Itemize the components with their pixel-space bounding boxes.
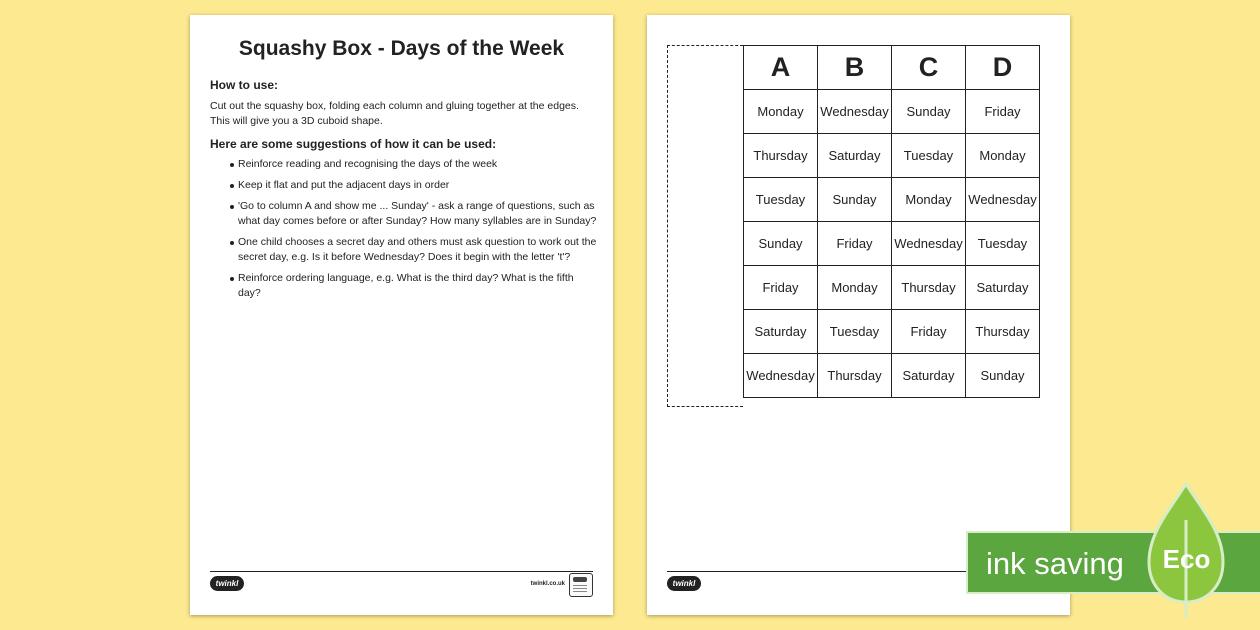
- day-cell: Saturday: [744, 310, 818, 354]
- day-cell: Monday: [744, 90, 818, 134]
- column-header-d: D: [966, 46, 1040, 90]
- day-cell: Tuesday: [818, 310, 892, 354]
- suggestion-item: Reinforce reading and recognising the days of the week: [210, 157, 598, 172]
- day-cell: Thursday: [818, 354, 892, 398]
- day-cell: Sunday: [818, 178, 892, 222]
- day-cell: Tuesday: [966, 222, 1040, 266]
- how-to-use-text: Cut out the squashy box, folding each column and gluing together at the edges. This will give you a 3D cuboid shape.: [210, 100, 579, 127]
- day-cell: Wednesday: [966, 178, 1040, 222]
- document-title: Squashy Box - Days of the Week: [238, 37, 565, 60]
- day-cell: Saturday: [892, 354, 966, 398]
- day-cell: Monday: [966, 134, 1040, 178]
- how-to-use-heading: How to use:: [210, 78, 278, 92]
- quality-badge-icon: [569, 573, 593, 597]
- ink-saving-label: ink saving: [986, 546, 1124, 581]
- days-grid: [743, 45, 1040, 398]
- suggestion-item: 'Go to column A and show me ... Sunday' - ask a range of questions, such as what day comes before or after Sunday? How many syllables are in Sunday?: [210, 199, 598, 229]
- squashy-box-page: [647, 15, 1070, 615]
- day-cell: Thursday: [892, 266, 966, 310]
- grid-row: [744, 354, 1040, 398]
- day-cell: Tuesday: [892, 134, 966, 178]
- day-cell: Wednesday: [892, 222, 966, 266]
- grid-row: [744, 178, 1040, 222]
- day-cell: Monday: [818, 266, 892, 310]
- day-cell: Sunday: [892, 90, 966, 134]
- grid-row: [744, 222, 1040, 266]
- day-cell: Wednesday: [818, 90, 892, 134]
- column-header-b: B: [818, 46, 892, 90]
- day-cell: Saturday: [818, 134, 892, 178]
- grid-row: [744, 310, 1040, 354]
- suggestion-item: One child chooses a secret day and others must ask question to work out the secret day, e.g. Is it before Wednesday? Does it begin with the letter 't'?: [210, 235, 598, 265]
- day-cell: Sunday: [744, 222, 818, 266]
- glue-tab-cut-line: [667, 45, 743, 407]
- day-cell: Friday: [744, 266, 818, 310]
- grid-row: [744, 134, 1040, 178]
- eco-badge-label: Eco: [1162, 544, 1211, 574]
- twinkl-logo: twinkl: [210, 576, 244, 591]
- instructions-page: [190, 15, 613, 615]
- day-cell: Sunday: [966, 354, 1040, 398]
- day-cell: Thursday: [744, 134, 818, 178]
- day-cell: Friday: [966, 90, 1040, 134]
- day-cell: Monday: [892, 178, 966, 222]
- column-header-a: A: [744, 46, 818, 90]
- footer-url: twinkl.co.uk: [530, 581, 565, 587]
- day-cell: Tuesday: [744, 178, 818, 222]
- grid-row: [744, 266, 1040, 310]
- twinkl-logo: twinkl: [667, 576, 701, 591]
- footer-divider: [210, 571, 593, 572]
- day-cell: Wednesday: [744, 354, 818, 398]
- suggestion-item: Reinforce ordering language, e.g. What is the third day? What is the fifth day?: [210, 271, 598, 301]
- suggestion-item: Keep it flat and put the adjacent days in order: [210, 178, 598, 193]
- day-cell: Thursday: [966, 310, 1040, 354]
- column-header-c: C: [892, 46, 966, 90]
- suggestions-list: [210, 157, 598, 307]
- day-cell: Saturday: [966, 266, 1040, 310]
- day-cell: Friday: [892, 310, 966, 354]
- day-cell: Friday: [818, 222, 892, 266]
- grid-row: [744, 90, 1040, 134]
- suggestions-heading: Here are some suggestions of how it can be used:: [210, 137, 497, 151]
